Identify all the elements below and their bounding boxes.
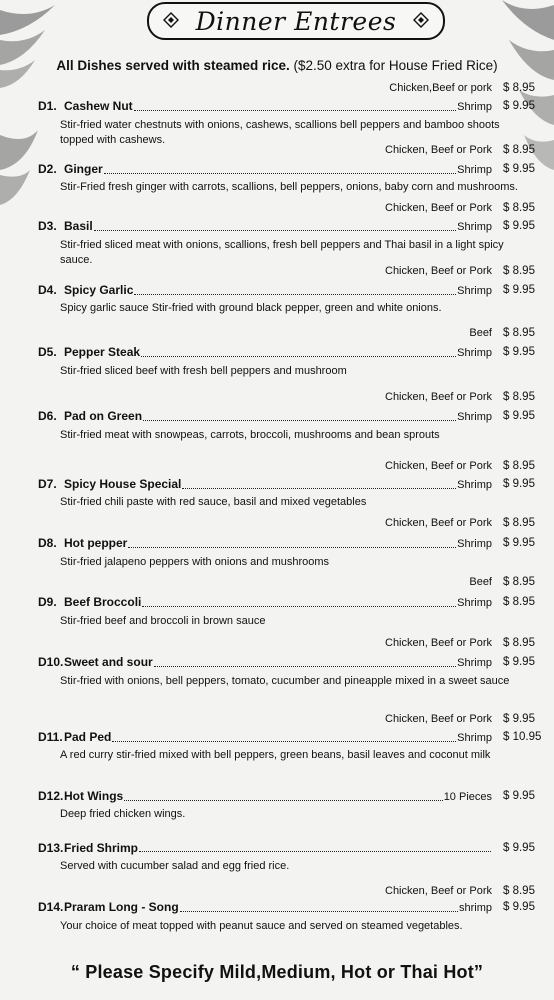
spice-level-note: “ Please Specify Mild,Medium, Hot or Thai Hot” — [70, 962, 484, 982]
dish-name: Beef Broccoli — [64, 595, 142, 609]
dot-leader — [134, 102, 456, 111]
dish-name-row — [38, 284, 492, 298]
dish-top-option: Chicken, Beef or Pork — [385, 460, 492, 472]
dish-name: Spicy House Special — [64, 477, 182, 491]
dish-line-option: 10 Pieces — [443, 791, 492, 803]
dish-name: Hot Wings — [64, 789, 124, 803]
dish-line-price: $ 9.95 — [503, 163, 535, 175]
dish-line-price: $ 8.95 — [503, 596, 535, 608]
dish-description: Stir-Fried fresh ginger with carrots, scallions, bell peppers, onions, baby corn and mushrooms. — [60, 181, 518, 193]
dish-name-row — [38, 220, 492, 234]
dish-line-option: shrimp — [458, 902, 492, 914]
dish-top-option: Beef — [469, 327, 492, 339]
dish-line-option: Shrimp — [457, 597, 492, 609]
dish-line-price: $ 9.95 — [503, 901, 535, 913]
rice-note-main: All Dishes served with steamed rice. — [56, 58, 290, 73]
dish-top-price: $ 8.95 — [503, 517, 535, 529]
dish-top-price: $ 8.95 — [503, 391, 535, 403]
dish-code: D13. — [38, 841, 64, 855]
dish-top-option: Chicken, Beef or Pork — [385, 144, 492, 156]
dot-leader — [112, 733, 456, 742]
dish-top-price: $ 8.95 — [503, 637, 535, 649]
dish-description: Stir-fried water chestnuts with onions, cashews, scallions bell peppers and bamboo shoots topped with cashews. — [60, 119, 500, 146]
dot-leader — [104, 165, 456, 174]
rice-note — [0, 58, 554, 73]
dish-name-row — [38, 346, 492, 360]
dish-code: D2. — [38, 162, 57, 176]
dot-leader — [154, 658, 456, 667]
title-banner — [147, 2, 445, 40]
dish-top-option: Chicken, Beef or Pork — [385, 265, 492, 277]
dish-line-price: $ 10.95 — [503, 731, 542, 743]
dot-leader — [94, 222, 456, 231]
dish-name: Pad Ped — [64, 730, 112, 744]
dish-name-row — [38, 100, 492, 114]
dish-description: Stir-fried with onions, bell peppers, tomato, cucumber and pineapple mixed in a sweet sauce — [60, 675, 510, 687]
dish-name: Praram Long - Song — [64, 900, 179, 914]
dish-line-price: $ 9.95 — [503, 100, 535, 112]
dish-code: D12. — [38, 789, 64, 803]
diamond-ornament-icon — [163, 12, 179, 28]
dish-code: D10. — [38, 655, 64, 669]
dish-line-option: Shrimp — [457, 411, 492, 423]
dish-top-option: Chicken, Beef or Pork — [385, 202, 492, 214]
dish-top-option: Chicken,Beef or pork — [389, 82, 492, 94]
dish-top-option: Chicken, Beef or Pork — [385, 517, 492, 529]
dish-code: D5. — [38, 345, 57, 359]
dish-line-option: Shrimp — [457, 732, 492, 744]
dish-name-row — [38, 731, 492, 745]
diamond-ornament-icon — [413, 12, 429, 28]
dish-line-option: Shrimp — [457, 538, 492, 550]
dish-top-option: Chicken, Beef or Pork — [385, 885, 492, 897]
dish-top-price: $ 8.95 — [503, 144, 535, 156]
dish-code: D1. — [38, 99, 57, 113]
dish-line-option: Shrimp — [457, 657, 492, 669]
dish-line-price: $ 9.95 — [503, 478, 535, 490]
dot-leader — [141, 348, 456, 357]
dot-leader — [124, 792, 442, 801]
dish-name: Sweet and sour — [64, 655, 153, 669]
dish-top-option: Chicken, Beef or Pork — [385, 713, 492, 725]
dish-name-row — [38, 790, 492, 804]
dish-code: D6. — [38, 409, 57, 423]
dish-top-price: $ 8.95 — [503, 265, 535, 277]
dish-name-row — [38, 842, 492, 855]
dish-name-row — [38, 163, 492, 177]
dish-name: Fried Shrimp — [64, 841, 139, 855]
dish-name: Pad on Green — [64, 409, 143, 423]
dish-top-price: $ 9.95 — [503, 713, 535, 725]
dish-code: D8. — [38, 536, 57, 550]
dish-line-option: Shrimp — [457, 285, 492, 297]
dish-line-price: $ 9.95 — [503, 220, 535, 232]
dish-top-price: $ 8.95 — [503, 327, 535, 339]
dish-line-option: Shrimp — [457, 347, 492, 359]
dish-line-price: $ 9.95 — [503, 284, 535, 296]
dish-description: Stir-fried chili paste with red sauce, basil and mixed vegetables — [60, 496, 367, 508]
dish-description: Stir-fried beef and broccoli in brown sauce — [60, 615, 266, 627]
leaf-decoration-top-left-icon — [0, 0, 60, 90]
dish-top-price: $ 8.95 — [503, 82, 535, 94]
dish-name-row — [38, 596, 492, 610]
dish-top-price: $ 8.95 — [503, 885, 535, 897]
dot-leader — [128, 539, 456, 548]
dot-leader — [139, 843, 491, 852]
dish-description: Deep fried chicken wings. — [60, 808, 186, 820]
dish-description: Served with cucumber salad and egg fried rice. — [60, 860, 290, 872]
dish-line-price: $ 9.95 — [503, 537, 535, 549]
leaf-decoration-left-icon — [0, 130, 40, 210]
dot-leader — [134, 286, 456, 295]
dot-leader — [182, 480, 456, 489]
dish-code: D9. — [38, 595, 57, 609]
dish-code: D7. — [38, 477, 57, 491]
dish-name: Hot pepper — [64, 536, 128, 550]
dish-line-price: $ 9.95 — [503, 656, 535, 668]
dish-name: Basil — [64, 219, 93, 233]
dish-code: D3. — [38, 219, 57, 233]
dish-line-option: Shrimp — [457, 164, 492, 176]
dish-name-row — [38, 656, 492, 670]
dish-line-option: Shrimp — [457, 221, 492, 233]
dish-name: Spicy Garlic — [64, 283, 134, 297]
dot-leader — [142, 598, 456, 607]
dish-top-price: $ 8.95 — [503, 202, 535, 214]
dish-line-option: Shrimp — [457, 101, 492, 113]
page-title: Dinner Entrees — [195, 6, 397, 36]
dish-top-option: Chicken, Beef or Pork — [385, 637, 492, 649]
dish-description: Stir-fried sliced beef with fresh bell peppers and mushroom — [60, 365, 347, 377]
dish-name-row — [38, 901, 492, 915]
dish-description: Your choice of meat topped with peanut sauce and served on steamed vegetables. — [60, 920, 463, 932]
dish-top-price: $ 8.95 — [503, 460, 535, 472]
dish-description: Spicy garlic sauce Stir-fried with ground black pepper, green and white onions. — [60, 302, 442, 314]
dish-line-price: $ 9.95 — [503, 410, 535, 422]
dish-name-row — [38, 478, 492, 492]
dish-name-row — [38, 410, 492, 424]
dish-code: D14. — [38, 900, 64, 914]
dish-top-price: $ 8.95 — [503, 576, 535, 588]
dish-description: A red curry stir-fried mixed with bell peppers, green beans, basil leaves and coconut milk — [60, 749, 491, 761]
dish-name: Cashew Nut — [64, 99, 133, 113]
dish-line-price: $ 9.95 — [503, 346, 535, 358]
dish-code: D4. — [38, 283, 57, 297]
dot-leader — [180, 903, 458, 912]
dish-line-price: $ 9.95 — [503, 790, 535, 802]
dish-top-option: Beef — [469, 576, 492, 588]
dish-description: Stir-fried jalapeno peppers with onions and mushrooms — [60, 556, 330, 568]
dish-line-option: Shrimp — [457, 479, 492, 491]
dish-description: Stir-fried sliced meat with onions, scallions, fresh bell peppers and Thai basil in a light spicy sauce. — [60, 239, 504, 266]
dish-name-row — [38, 537, 492, 551]
dish-name: Ginger — [64, 162, 103, 176]
dot-leader — [143, 412, 456, 421]
rice-note-extra: ($2.50 extra for House Fried Rice) — [293, 58, 498, 73]
dish-code: D11. — [38, 730, 63, 744]
dish-top-option: Chicken, Beef or Pork — [385, 391, 492, 403]
dish-description: Stir-fried meat with snowpeas, carrots, broccoli, mushrooms and bean sprouts — [60, 429, 440, 441]
dish-name: Pepper Steak — [64, 345, 141, 359]
dish-line-price: $ 9.95 — [503, 842, 535, 854]
